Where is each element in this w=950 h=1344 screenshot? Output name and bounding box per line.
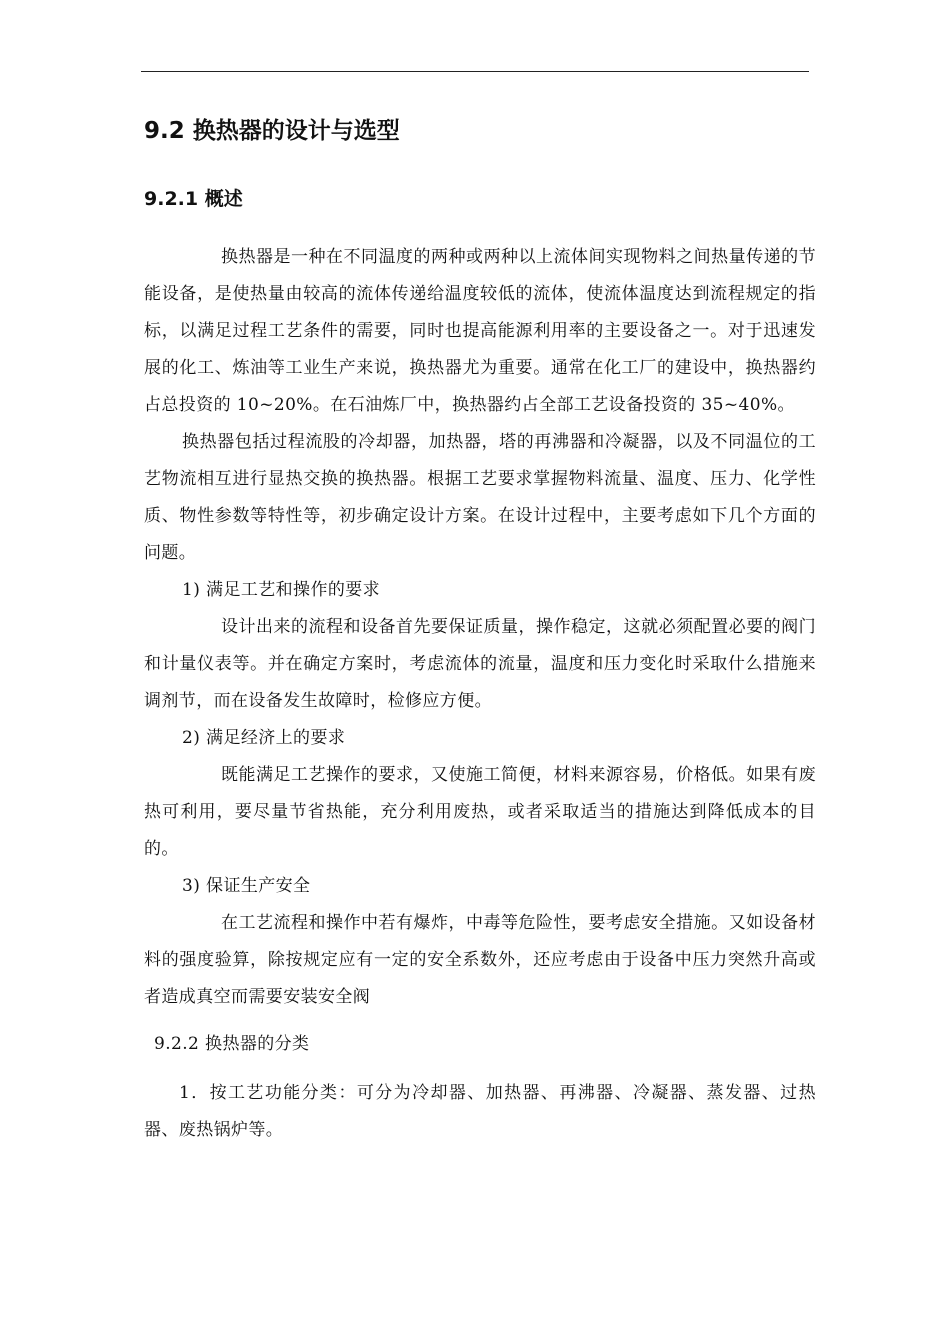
list-item-label-1: 1) 满足工艺和操作的要求: [182, 580, 381, 600]
paragraph-overview-1: 换热器是一种在不同温度的两种或两种以上流体间实现物料之间热量传递的节能设备，是使热量由较高的流体传递给温度较低的流体，使流体温度达到流程规定的指标，以满足过程工艺条件的需要，同时也提高能源利用率的主要设备之一。对于迅速发展的化工、炼油等工业生产来说，换热器尤为重要。通常在化工厂的建设中，换热器约占总投资的 10~20%。在石油炼厂中，换热器约占全部工艺设备投资的 35~40%。: [144, 247, 816, 415]
paragraph-classification-1: 1．按工艺功能分类：可分为冷却器、加热器、再沸器、冷凝器、蒸发器、过热器、废热锅炉等。: [144, 1083, 816, 1140]
list-item-text-1: 设计出来的流程和设备首先要保证质量，操作稳定，这就必须配置必要的阀门和计量仪表等。并在确定方案时，考虑流体的流量，温度和压力变化时采取什么措施来调剂节，而在设备发生故障时，检修应方便。: [144, 617, 816, 711]
header-rule: [141, 71, 809, 72]
list-item-label-3: 3) 保证生产安全: [182, 876, 311, 896]
list-item-label-2: 2) 满足经济上的要求: [182, 728, 346, 748]
subsection-title-overview: 9.2.1 概述: [144, 188, 243, 210]
subsection-title-classification: 9.2.2 换热器的分类: [154, 1034, 310, 1054]
list-item-text-2: 既能满足工艺操作的要求，又使施工简便，材料来源容易，价格低。如果有废热可利用，要尽量节省热能，充分利用废热，或者采取适当的措施达到降低成本的目的。: [144, 765, 816, 859]
section-title: 9.2 换热器的设计与选型: [144, 118, 400, 144]
document-body: [144, 113, 816, 1149]
list-item-text-3: 在工艺流程和操作中若有爆炸，中毒等危险性，要考虑安全措施。又如设备材料的强度验算，除按规定应有一定的安全系数外，还应考虑由于设备中压力突然升高或者造成真空而需要安装安全阀: [144, 913, 816, 1007]
paragraph-overview-2: 换热器包括过程流股的冷却器，加热器，塔的再沸器和冷凝器，以及不同温位的工艺物流相互进行显热交换的换热器。根据工艺要求掌握物料流量、温度、压力、化学性质、物性参数等特性等，初步确定设计方案。在设计过程中，主要考虑如下几个方面的问题。: [144, 432, 816, 563]
